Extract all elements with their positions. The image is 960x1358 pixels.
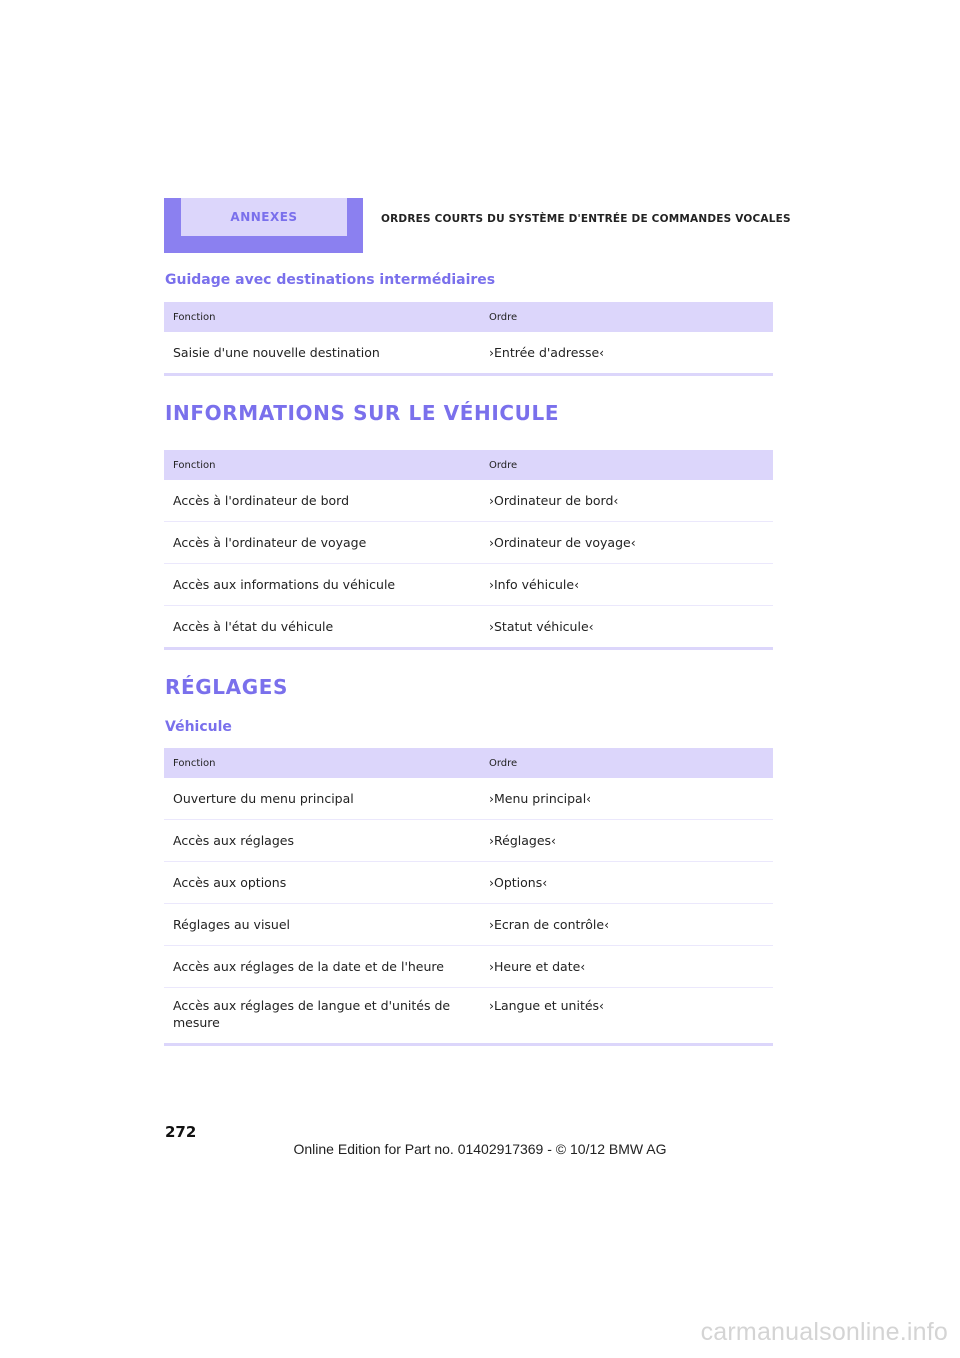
table-row (164, 521, 773, 563)
function-cell: Accès aux réglages (173, 833, 294, 848)
command-cell: ›Ordinateur de voyage‹ (489, 535, 636, 550)
table-row (164, 987, 773, 1043)
command-cell: ›Ordinateur de bord‹ (489, 493, 619, 508)
command-cell: ›Réglages‹ (489, 833, 557, 848)
table-row (164, 819, 773, 861)
reglages-table (164, 748, 773, 1046)
column-header-command: Ordre (489, 459, 518, 471)
command-cell: ›Menu principal‹ (489, 791, 592, 806)
table-row (164, 945, 773, 987)
watermark: carmanualsonline.info (700, 1318, 948, 1346)
table-row (164, 332, 773, 373)
command-cell: ›Entrée d'adresse‹ (489, 345, 605, 360)
command-cell: ›Langue et unités‹ (489, 998, 605, 1013)
page-number: 272 (165, 1123, 197, 1141)
table-row (164, 605, 773, 647)
table-row (164, 903, 773, 945)
function-cell: Accès aux informations du véhicule (173, 577, 396, 592)
function-cell: Accès aux réglages de la date et de l'heure (173, 959, 444, 974)
informations-title: INFORMATIONS SUR LE VÉHICULE (165, 401, 560, 425)
table-header (164, 748, 773, 778)
function-cell: Accès à l'ordinateur de bord (173, 493, 350, 508)
informations-table (164, 450, 773, 650)
guidage-table (164, 302, 773, 376)
function-cell: Accès à l'ordinateur de voyage (173, 535, 367, 550)
column-header-function: Fonction (173, 459, 216, 471)
command-cell: ›Ecran de contrôle‹ (489, 917, 610, 932)
function-cell: Accès aux réglages de langue et d'unités de mesure (173, 998, 451, 1030)
vehicule-subheading: Véhicule (165, 719, 232, 735)
section-tab-label: ANNEXES (181, 198, 347, 236)
guidage-heading: Guidage avec destinations intermédiaires (165, 272, 496, 288)
command-cell: ›Statut véhicule‹ (489, 619, 594, 634)
command-cell: ›Heure et date‹ (489, 959, 586, 974)
table-row (164, 778, 773, 819)
table-row (164, 563, 773, 605)
column-header-function: Fonction (173, 311, 216, 323)
column-header-command: Ordre (489, 311, 518, 323)
footer-edition-note: Online Edition for Part no. 01402917369 - © 10/12 BMW AG (293, 1141, 667, 1157)
command-cell: ›Options‹ (489, 875, 548, 890)
running-header-title: ORDRES COURTS DU SYSTÈME D'ENTRÉE DE COMMANDES VOCALES (381, 213, 791, 225)
function-cell: Accès à l'état du véhicule (173, 619, 334, 634)
column-header-function: Fonction (173, 757, 216, 769)
column-header-command: Ordre (489, 757, 518, 769)
function-cell: Réglages au visuel (173, 917, 291, 932)
table-row (164, 480, 773, 521)
table-header (164, 302, 773, 332)
function-cell: Saisie d'une nouvelle destination (173, 345, 380, 360)
reglages-title: RÉGLAGES (165, 675, 288, 699)
function-cell: Ouverture du menu principal (173, 791, 354, 806)
table-row (164, 861, 773, 903)
table-header (164, 450, 773, 480)
function-cell: Accès aux options (173, 875, 287, 890)
command-cell: ›Info véhicule‹ (489, 577, 580, 592)
